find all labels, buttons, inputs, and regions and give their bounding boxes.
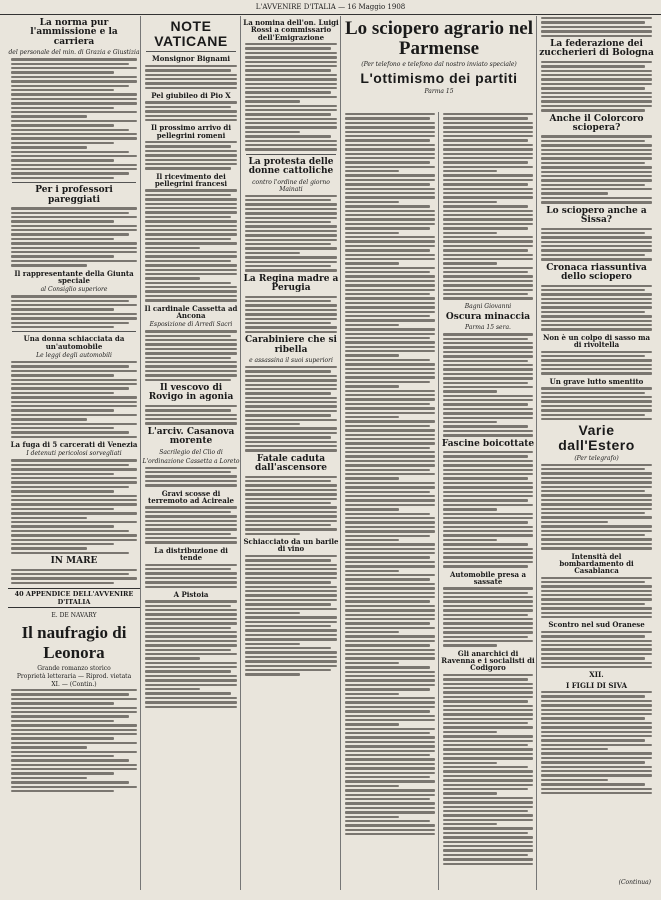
article-text [145,65,237,89]
article-text [11,295,137,328]
novel-text [11,689,137,792]
dateline: Parma 15 sera. [465,324,511,332]
article-text [11,569,137,585]
article-text [443,674,533,865]
subheadline: Esposizione di Arredi Sacri [149,321,233,329]
divider [12,182,136,183]
column-2 [142,16,241,890]
headline: La distribuzione di tende [154,545,228,563]
main-subheadline: (Per telefono e telefono dal nostro inviato speciale) [361,60,517,68]
article-text [11,207,137,266]
article-text [443,113,533,300]
headline: Automobile presa a sassate [449,569,527,586]
article-text [11,58,137,179]
column-1 [8,16,141,890]
article-text [245,296,337,334]
article-text [541,464,652,550]
article-text [443,333,533,436]
headline: A Pistoia [173,589,209,599]
article-text [11,361,137,438]
novel-author: E. DE NAVARY [51,612,97,620]
article-text [541,577,652,619]
article-text [245,476,337,535]
dateline: Parma 15 [424,87,454,95]
subheadline: (Per telegrafo) [574,454,619,462]
article-text [145,330,237,381]
headline: Gli anarchici di Ravenna e i socialisti di Codigoro [441,648,535,673]
article-text [145,467,237,487]
column-4 [342,16,537,890]
subheadline: L'ordinazione Cassetta a Loreto [142,457,240,465]
subheadline: contro l'ordine del giorno Mainati [252,178,330,193]
in-mare-heading: IN MARE [50,556,98,567]
headline: Gravi scosse di terremoto ad Acireale [148,488,234,505]
article-text [345,113,435,835]
article-text [245,555,337,676]
article-text [145,405,237,425]
subheadline: I detenuti pericolosi sorvegliati [26,450,122,458]
divider [12,331,136,332]
headline: La fuga di 5 carcerati di Venezia [10,440,138,450]
headline: Schiacciato da un barile di vino [243,537,339,554]
headline: La Regina madre a Perugia [243,273,339,294]
article-text [145,506,237,544]
headline: L'arciv. Casanova morente [147,426,235,447]
headline: Il ricevimento dei pellegrini francesi [154,171,228,189]
subheadline: Le leggi degli automobili [36,352,112,360]
article-text [245,43,337,151]
headline: Carabiniere che si ribella [245,335,337,355]
section-title: NOTE VATICANE [154,18,228,49]
headline: Monsignor Bignami [151,54,231,64]
subheadline: del personale del min. di Grazia e Giustizia [8,49,140,57]
article-text [11,459,137,554]
article-text [145,141,237,170]
subheadline: Sacrilegio del Clio di [159,448,223,456]
headline: Il cardinale Cassetta ad Ancona [144,303,238,320]
running-head-text: L'AVVENIRE D'ITALIA — 16 Maggio 1908 [255,3,406,11]
headline: La norma pur l'ammissione e la carriera [30,18,118,47]
headline: L'ottimismo dei partiti [360,69,518,86]
divider [146,51,236,52]
novel-subtitle: Grande romanzo storico [37,665,111,673]
appendix-banner: 40 APPENDICE DELL'AVVENIRE D'ITALIA [8,588,140,608]
chapter-title: I FIGLI DI SIVA [566,680,627,690]
headline: Cronaca riassuntiva dello sciopero [546,262,647,283]
headline: Per i professori pareggiati [35,185,113,205]
section-title: Varie dall'Estero [558,422,635,453]
headline: Intensità del bombardamento di Casablanca [559,551,634,576]
column-3 [242,16,341,890]
article-text [541,285,652,331]
article-text [245,366,337,452]
headline: Un grave lutto smentito [549,376,644,386]
column-4-right [440,112,536,890]
article-text [541,351,652,375]
headline: Una donna schiacciata da un'automobile [23,334,125,351]
main-headline: Lo sciopero agrario nel Parmense [344,18,534,59]
article-text [245,195,337,272]
headline: Anche il Colorcoro sciopera? [549,113,644,133]
novel-text [541,691,652,794]
article-text [443,451,533,568]
article-text [541,61,652,112]
headline: Il prossimo arrivo di pellegrini romeni [151,123,231,140]
divider [246,154,336,155]
novel-title: Il naufragio di Leonora [21,623,127,663]
headline: Lo sciopero anche a Sissa? [546,205,647,226]
subheadline: al Consiglio superiore [40,286,108,294]
article-text [145,101,237,121]
headline: Scontro nel sud Oranese [548,620,645,630]
novel-note: Proprietà letteraria — Riprod. vietata [16,673,132,681]
chapter-number: XII. [589,670,604,680]
headline: La protesta delle donne cattoliche [248,156,334,177]
running-head [0,0,661,15]
article-text [541,631,652,669]
headline: Fatale caduta dall'ascensore [255,453,327,474]
article-text [541,387,652,420]
novel-chapter: XI. — (Contin.) [51,681,97,689]
headline: Pel giubileo di Pio X [151,91,231,101]
article-text [541,17,652,37]
subheadline: e assassina il suoi superiori [249,356,333,364]
byline: Bagni Giovanni [464,302,512,310]
article-text [145,600,237,708]
headline: La nomina dell'on. Luigi Rossi a commissario dell'Emigrazione [243,18,339,42]
article-text [145,189,237,301]
continua-note: (Continua) [618,879,651,886]
headline: La federazione dei zuccherieri di Bologna [539,38,654,59]
article-text [443,587,533,646]
column-5 [538,16,655,890]
article-text [541,135,652,203]
headline: Fascine boicottate [441,438,535,449]
article-text [541,228,652,261]
headline: Oscura minaccia [445,311,531,322]
headline: Non è un colpo di sasso ma di rivoltella [542,332,651,350]
article-text [145,564,237,588]
column-4-left [342,112,439,890]
headline: Il vescovo di Rovigo in agonia [148,383,234,403]
headline: Il rappresentante della Giunta speciale [14,268,134,285]
